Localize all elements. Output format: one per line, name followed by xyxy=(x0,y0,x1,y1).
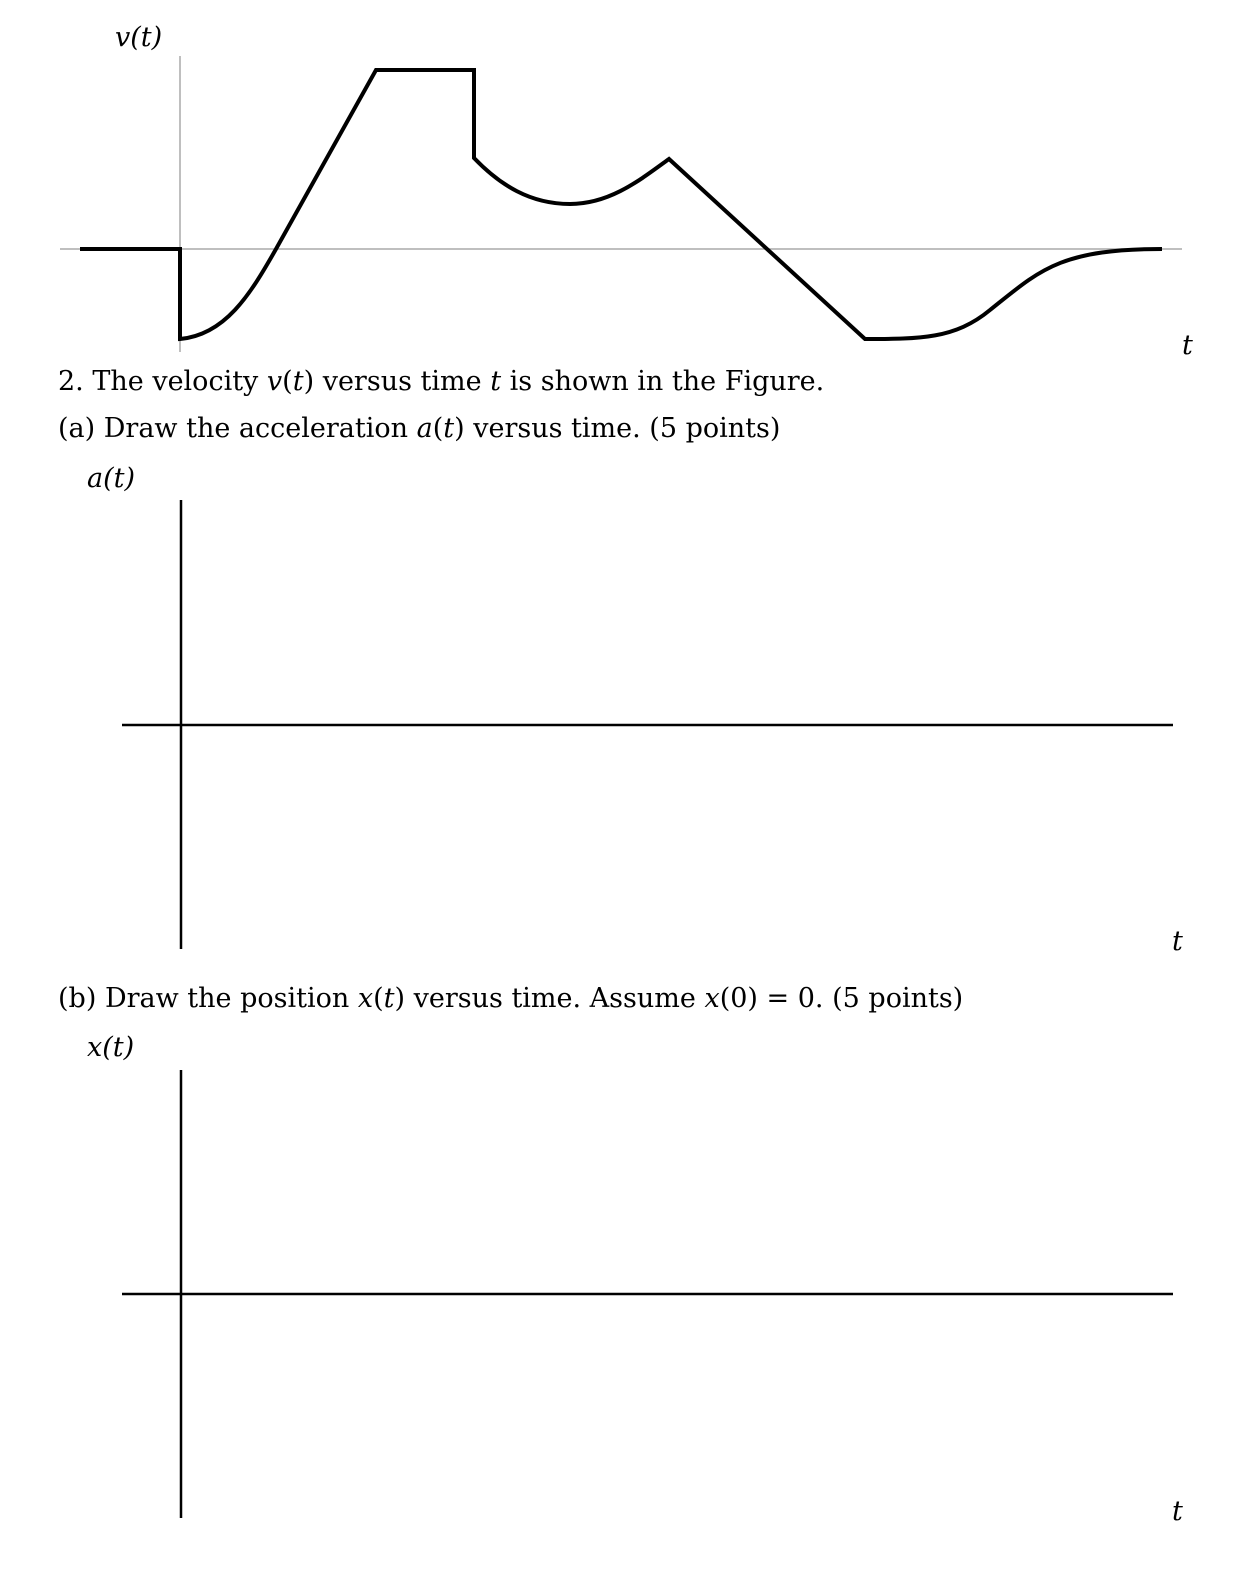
part-a-question: (a) Draw the acceleration a(t) versus time. (5 points) xyxy=(58,413,781,444)
part-b-text-pre: Draw the position xyxy=(104,983,350,1014)
part-a-points: (5 points) xyxy=(649,413,781,444)
part-a-var: a xyxy=(416,413,433,444)
position-x-label: t xyxy=(1172,1496,1183,1527)
part-b-points: (5 points) xyxy=(832,983,964,1014)
problem-intro-pre: The velocity xyxy=(92,366,259,397)
part-b-paren-t: t xyxy=(383,983,395,1014)
problem-var-v: v xyxy=(266,366,283,397)
part-a-text-pre: Draw the acceleration xyxy=(103,413,408,444)
acceleration-y-label: a(t) xyxy=(87,463,136,494)
part-b-var: x xyxy=(357,983,374,1014)
problem-paren-t: t xyxy=(292,366,304,397)
part-b-text-mid: versus time. Assume xyxy=(413,983,696,1014)
acceleration-graph xyxy=(87,463,1183,957)
part-b-label: (b) xyxy=(58,983,97,1014)
part-a-paren-t: t xyxy=(443,413,455,444)
part-a-text-post: versus time. xyxy=(473,413,641,444)
velocity-curve xyxy=(80,70,1162,339)
problem-number: 2. xyxy=(58,366,84,397)
problem-statement: 2. The velocity v(t) versus time t is shown in the Figure. xyxy=(58,366,825,397)
velocity-x-label: t xyxy=(1182,330,1193,361)
part-b-assume-var: x xyxy=(704,983,720,1014)
position-graph xyxy=(87,1032,1183,1527)
problem-intro-mid: versus time xyxy=(322,366,482,397)
velocity-graph xyxy=(60,22,1193,361)
problem-var-t: t xyxy=(490,366,502,397)
velocity-y-label: v(t) xyxy=(115,22,163,53)
position-y-label: x(t) xyxy=(87,1032,135,1063)
part-b-question: (b) Draw the position x(t) versus time. Assume x(0) = 0. (5 points) xyxy=(58,983,964,1014)
problem-intro-post: is shown in the Figure. xyxy=(509,366,825,397)
part-b-assume-arg: 0 xyxy=(730,983,748,1014)
acceleration-x-label: t xyxy=(1172,926,1183,957)
part-b-assume-value: = 0. xyxy=(766,983,824,1014)
part-a-label: (a) xyxy=(58,413,96,444)
